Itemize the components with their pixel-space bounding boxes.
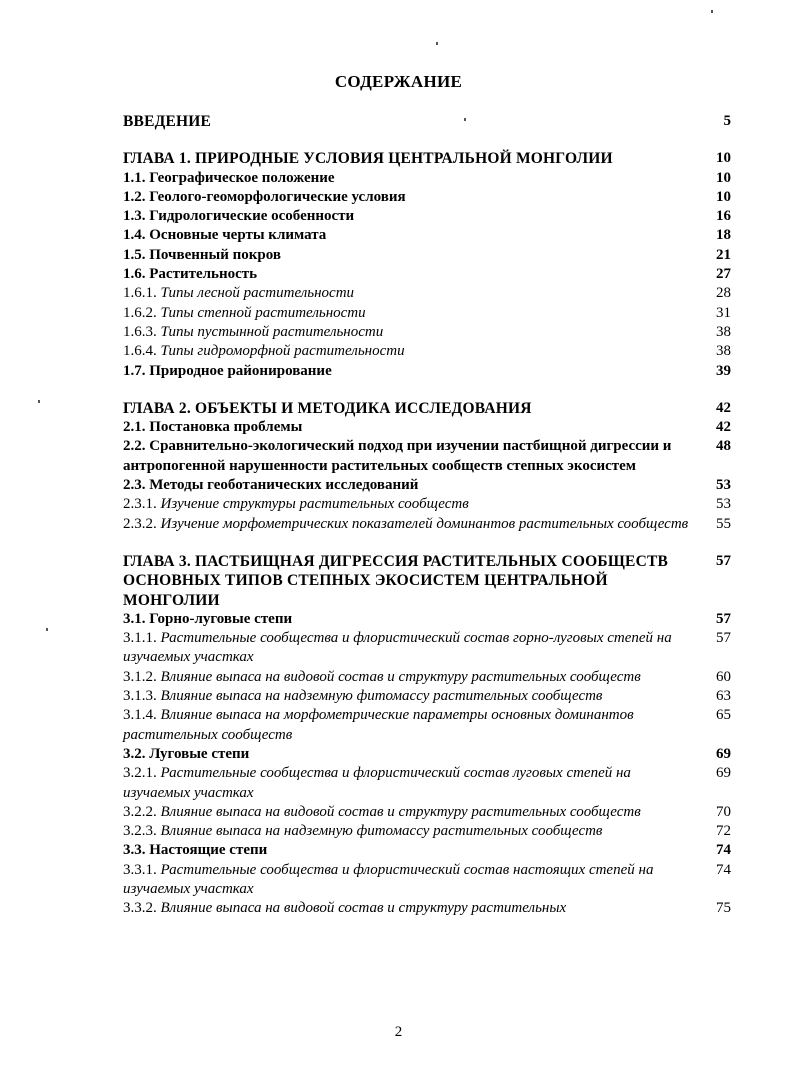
toc-entry-number: 3.3.1.: [123, 861, 157, 878]
toc-entry-page: 69: [716, 745, 731, 762]
toc-entry-page: 63: [716, 688, 731, 705]
toc-section: [123, 226, 733, 245]
toc-entry-text: 1.4. Основные черты климата: [123, 227, 327, 244]
toc-section: [123, 476, 733, 495]
toc-entry-page: 53: [716, 477, 731, 494]
toc-entry-text: Растительные сообщества и флористический состав настоящих степей на изучаемых участках: [123, 861, 654, 897]
table-of-contents: [123, 112, 733, 919]
toc-subsection: [123, 706, 733, 745]
toc-entry-number: 3.3.2.: [123, 900, 157, 917]
toc-entry-text: 1.7. Природное районирование: [123, 362, 332, 379]
toc-section: [123, 169, 733, 188]
toc-entry-title: [123, 629, 693, 668]
toc-subsection: [123, 304, 733, 323]
toc-entry-number: 2.3.1.: [123, 496, 157, 513]
toc-entry-page: 42: [716, 419, 731, 436]
toc-entry-page: 57: [716, 552, 731, 569]
toc-entry-text: 1.2. Геолого-геоморфологические условия: [123, 188, 406, 205]
toc-entry-text: 2.1. Постановка проблемы: [123, 419, 303, 436]
toc-subsection: [123, 284, 733, 303]
toc-entry-number: 2.3.2.: [123, 515, 157, 532]
toc-entry-number: 3.1.1.: [123, 630, 157, 647]
toc-entry-page: 38: [716, 323, 731, 340]
toc-entry-title: [123, 246, 693, 265]
toc-gap: [123, 381, 733, 399]
toc-entry-text: 1.5. Почвенный покров: [123, 246, 281, 263]
toc-entry-title: [123, 169, 693, 188]
toc-entry-number: 3.2.2.: [123, 803, 157, 820]
toc-entry-title: [123, 899, 693, 918]
toc-entry-text: 2.3. Методы геоботанических исследований: [123, 477, 419, 494]
toc-entry-number: 1.6.4.: [123, 343, 157, 360]
toc-chapter: [123, 399, 733, 418]
toc-entry-page: 55: [716, 515, 731, 532]
toc-entry-text: 2.2. Сравнительно-экологический подход при изучении пастбищной дигрессии и антропогенной нарушенности растительных сообществ степных экосистем: [123, 438, 672, 474]
toc-gap: [123, 534, 733, 552]
toc-entry-title: [123, 362, 693, 381]
toc-chapter: [123, 552, 733, 610]
toc-subsection: [123, 515, 733, 534]
toc-entry-title: [123, 284, 693, 303]
toc-entry-page: 18: [716, 227, 731, 244]
toc-entry-page: 65: [716, 707, 731, 724]
toc-section: [123, 265, 733, 284]
toc-entry-text: Типы пустынной растительности: [160, 323, 384, 340]
toc-section: [123, 207, 733, 226]
toc-entry-text: Влияние выпаса на видовой состав и структуру растительных: [160, 900, 567, 917]
scan-speck: [46, 628, 48, 631]
toc-entry-title: [123, 418, 693, 437]
toc-subsection: [123, 629, 733, 668]
toc-entry-text: Типы гидроморфной растительности: [160, 343, 405, 360]
toc-entry-text: 3.2. Луговые степи: [123, 745, 250, 762]
toc-entry-title: [123, 610, 693, 629]
toc-section: [123, 437, 733, 476]
toc-entry-page: 5: [723, 113, 731, 129]
toc-entry-title: [123, 841, 693, 860]
toc-entry-page: 38: [716, 343, 731, 360]
toc-entry-title: [123, 495, 693, 514]
toc-entry-text: ВВЕДЕНИЕ: [123, 113, 212, 130]
toc-entry-text: Влияние выпаса на надземную фитомассу растительных сообществ: [160, 688, 603, 705]
toc-entry-title: [123, 399, 693, 418]
scan-speck: [436, 42, 438, 45]
toc-entry-title: [123, 861, 693, 900]
toc-section: [123, 188, 733, 207]
toc-entry-text: Растительные сообщества и флористический состав горно-луговых степей на изучаемых участках: [123, 630, 672, 666]
toc-entry-page: 70: [716, 803, 731, 820]
toc-section: [123, 745, 733, 764]
toc-entry-title: [123, 552, 693, 610]
toc-chapter: [123, 112, 733, 131]
toc-entry-page: 28: [716, 285, 731, 302]
toc-entry-page: 21: [716, 246, 731, 263]
toc-entry-title: [123, 668, 693, 687]
toc-entry-title: [123, 764, 693, 803]
toc-gap: [123, 131, 733, 149]
toc-entry-page: 57: [716, 610, 731, 627]
toc-entry-text: Влияние выпаса на видовой состав и структуру растительных сообществ: [160, 803, 641, 820]
toc-entry-page: 39: [716, 362, 731, 379]
toc-entry-title: [123, 265, 693, 284]
toc-section: [123, 418, 733, 437]
toc-entry-page: 10: [716, 150, 731, 167]
toc-subsection: [123, 764, 733, 803]
toc-entry-title: [123, 437, 693, 476]
toc-section: [123, 841, 733, 860]
toc-entry-page: 57: [716, 630, 731, 647]
toc-entry-page: 72: [716, 823, 731, 840]
toc-subsection: [123, 899, 733, 918]
toc-entry-page: 31: [716, 304, 731, 321]
toc-entry-page: 60: [716, 668, 731, 685]
toc-entry-title: [123, 687, 693, 706]
toc-entry-title: [123, 207, 693, 226]
scan-speck: [38, 400, 40, 403]
toc-entry-page: 27: [716, 266, 731, 283]
toc-entry-text: 1.1. Географическое положение: [123, 169, 335, 186]
toc-section: [123, 246, 733, 265]
toc-entry-title: [123, 342, 693, 361]
toc-entry-title: [123, 476, 693, 495]
page-number: 2: [394, 1024, 403, 1040]
toc-entry-title: [123, 323, 693, 342]
toc-entry-text: ГЛАВА 3. ПАСТБИЩНАЯ ДИГРЕССИЯ РАСТИТЕЛЬНЫХ СООБЩЕСТВ ОСНОВНЫХ ТИПОВ СТЕПНЫХ ЭКОСИСТЕМ ЦЕНТРАЛЬНОЙ МОНГОЛИИ: [123, 552, 669, 609]
toc-entry-number: 3.1.2.: [123, 668, 157, 685]
toc-subsection: [123, 803, 733, 822]
toc-subsection: [123, 495, 733, 514]
toc-entry-text: ГЛАВА 2. ОБЪЕКТЫ И МЕТОДИКА ИССЛЕДОВАНИЯ: [123, 399, 532, 417]
toc-entry-text: Растительные сообщества и флористический состав луговых степей на изучаемых участках: [123, 765, 631, 801]
toc-entry-page: 10: [716, 188, 731, 205]
toc-entry-text: Типы степной растительности: [160, 304, 366, 321]
toc-entry-title: [123, 822, 693, 841]
toc-entry-text: Изучение структуры растительных сообществ: [160, 496, 469, 513]
toc-entry-page: 69: [716, 765, 731, 782]
toc-entry-number: 1.6.3.: [123, 323, 157, 340]
toc-entry-page: 48: [716, 438, 731, 455]
toc-entry-number: 3.1.4.: [123, 707, 157, 724]
toc-entry-text: Влияние выпаса на видовой состав и структуру растительных сообществ: [160, 668, 641, 685]
toc-entry-page: 74: [716, 861, 731, 878]
toc-entry-page: 42: [716, 399, 731, 416]
toc-entry-text: 1.3. Гидрологические особенности: [123, 208, 355, 225]
contents-heading: СОДЕРЖАНИЕ: [334, 72, 463, 91]
toc-entry-text: Влияние выпаса на морфометрические параметры основных доминантов растительных сообществ: [123, 707, 634, 743]
toc-entry-number: 3.2.3.: [123, 823, 157, 840]
toc-subsection: [123, 323, 733, 342]
toc-entry-title: [123, 706, 693, 745]
toc-entry-text: Влияние выпаса на надземную фитомассу растительных сообществ: [160, 823, 603, 840]
toc-entry-text: Типы лесной растительности: [160, 285, 355, 302]
toc-entry-page: 75: [716, 900, 731, 917]
toc-subsection: [123, 861, 733, 900]
toc-entry-number: 1.6.1.: [123, 285, 157, 302]
toc-entry-title: [123, 112, 693, 131]
toc-entry-number: 1.6.2.: [123, 304, 157, 321]
toc-entry-page: 10: [716, 169, 731, 186]
toc-entry-title: [123, 803, 693, 822]
toc-subsection: [123, 342, 733, 361]
scan-speck: [711, 10, 713, 13]
toc-section: [123, 362, 733, 381]
toc-entry-title: [123, 226, 693, 245]
toc-entry-text: ГЛАВА 1. ПРИРОДНЫЕ УСЛОВИЯ ЦЕНТРАЛЬНОЙ МОНГОЛИИ: [123, 150, 613, 168]
toc-entry-text: 3.1. Горно-луговые степи: [123, 610, 293, 627]
toc-subsection: [123, 668, 733, 687]
toc-subsection: [123, 822, 733, 841]
toc-entry-page: 16: [716, 208, 731, 225]
toc-entry-title: [123, 149, 693, 168]
scan-speck: [464, 118, 466, 121]
toc-entry-text: 3.3. Настоящие степи: [123, 842, 268, 859]
toc-entry-title: [123, 745, 693, 764]
toc-subsection: [123, 687, 733, 706]
toc-section: [123, 610, 733, 629]
toc-entry-page: 53: [716, 496, 731, 513]
toc-entry-number: 3.1.3.: [123, 688, 157, 705]
toc-entry-text: 1.6. Растительность: [123, 266, 258, 283]
toc-entry-number: 3.2.1.: [123, 765, 157, 782]
toc-entry-title: [123, 188, 693, 207]
toc-entry-text: Изучение морфометрических показателей доминантов растительных сообществ: [160, 515, 689, 532]
toc-entry-title: [123, 304, 693, 323]
toc-entry-title: [123, 515, 693, 534]
toc-chapter: [123, 149, 733, 168]
toc-entry-page: 74: [716, 842, 731, 859]
